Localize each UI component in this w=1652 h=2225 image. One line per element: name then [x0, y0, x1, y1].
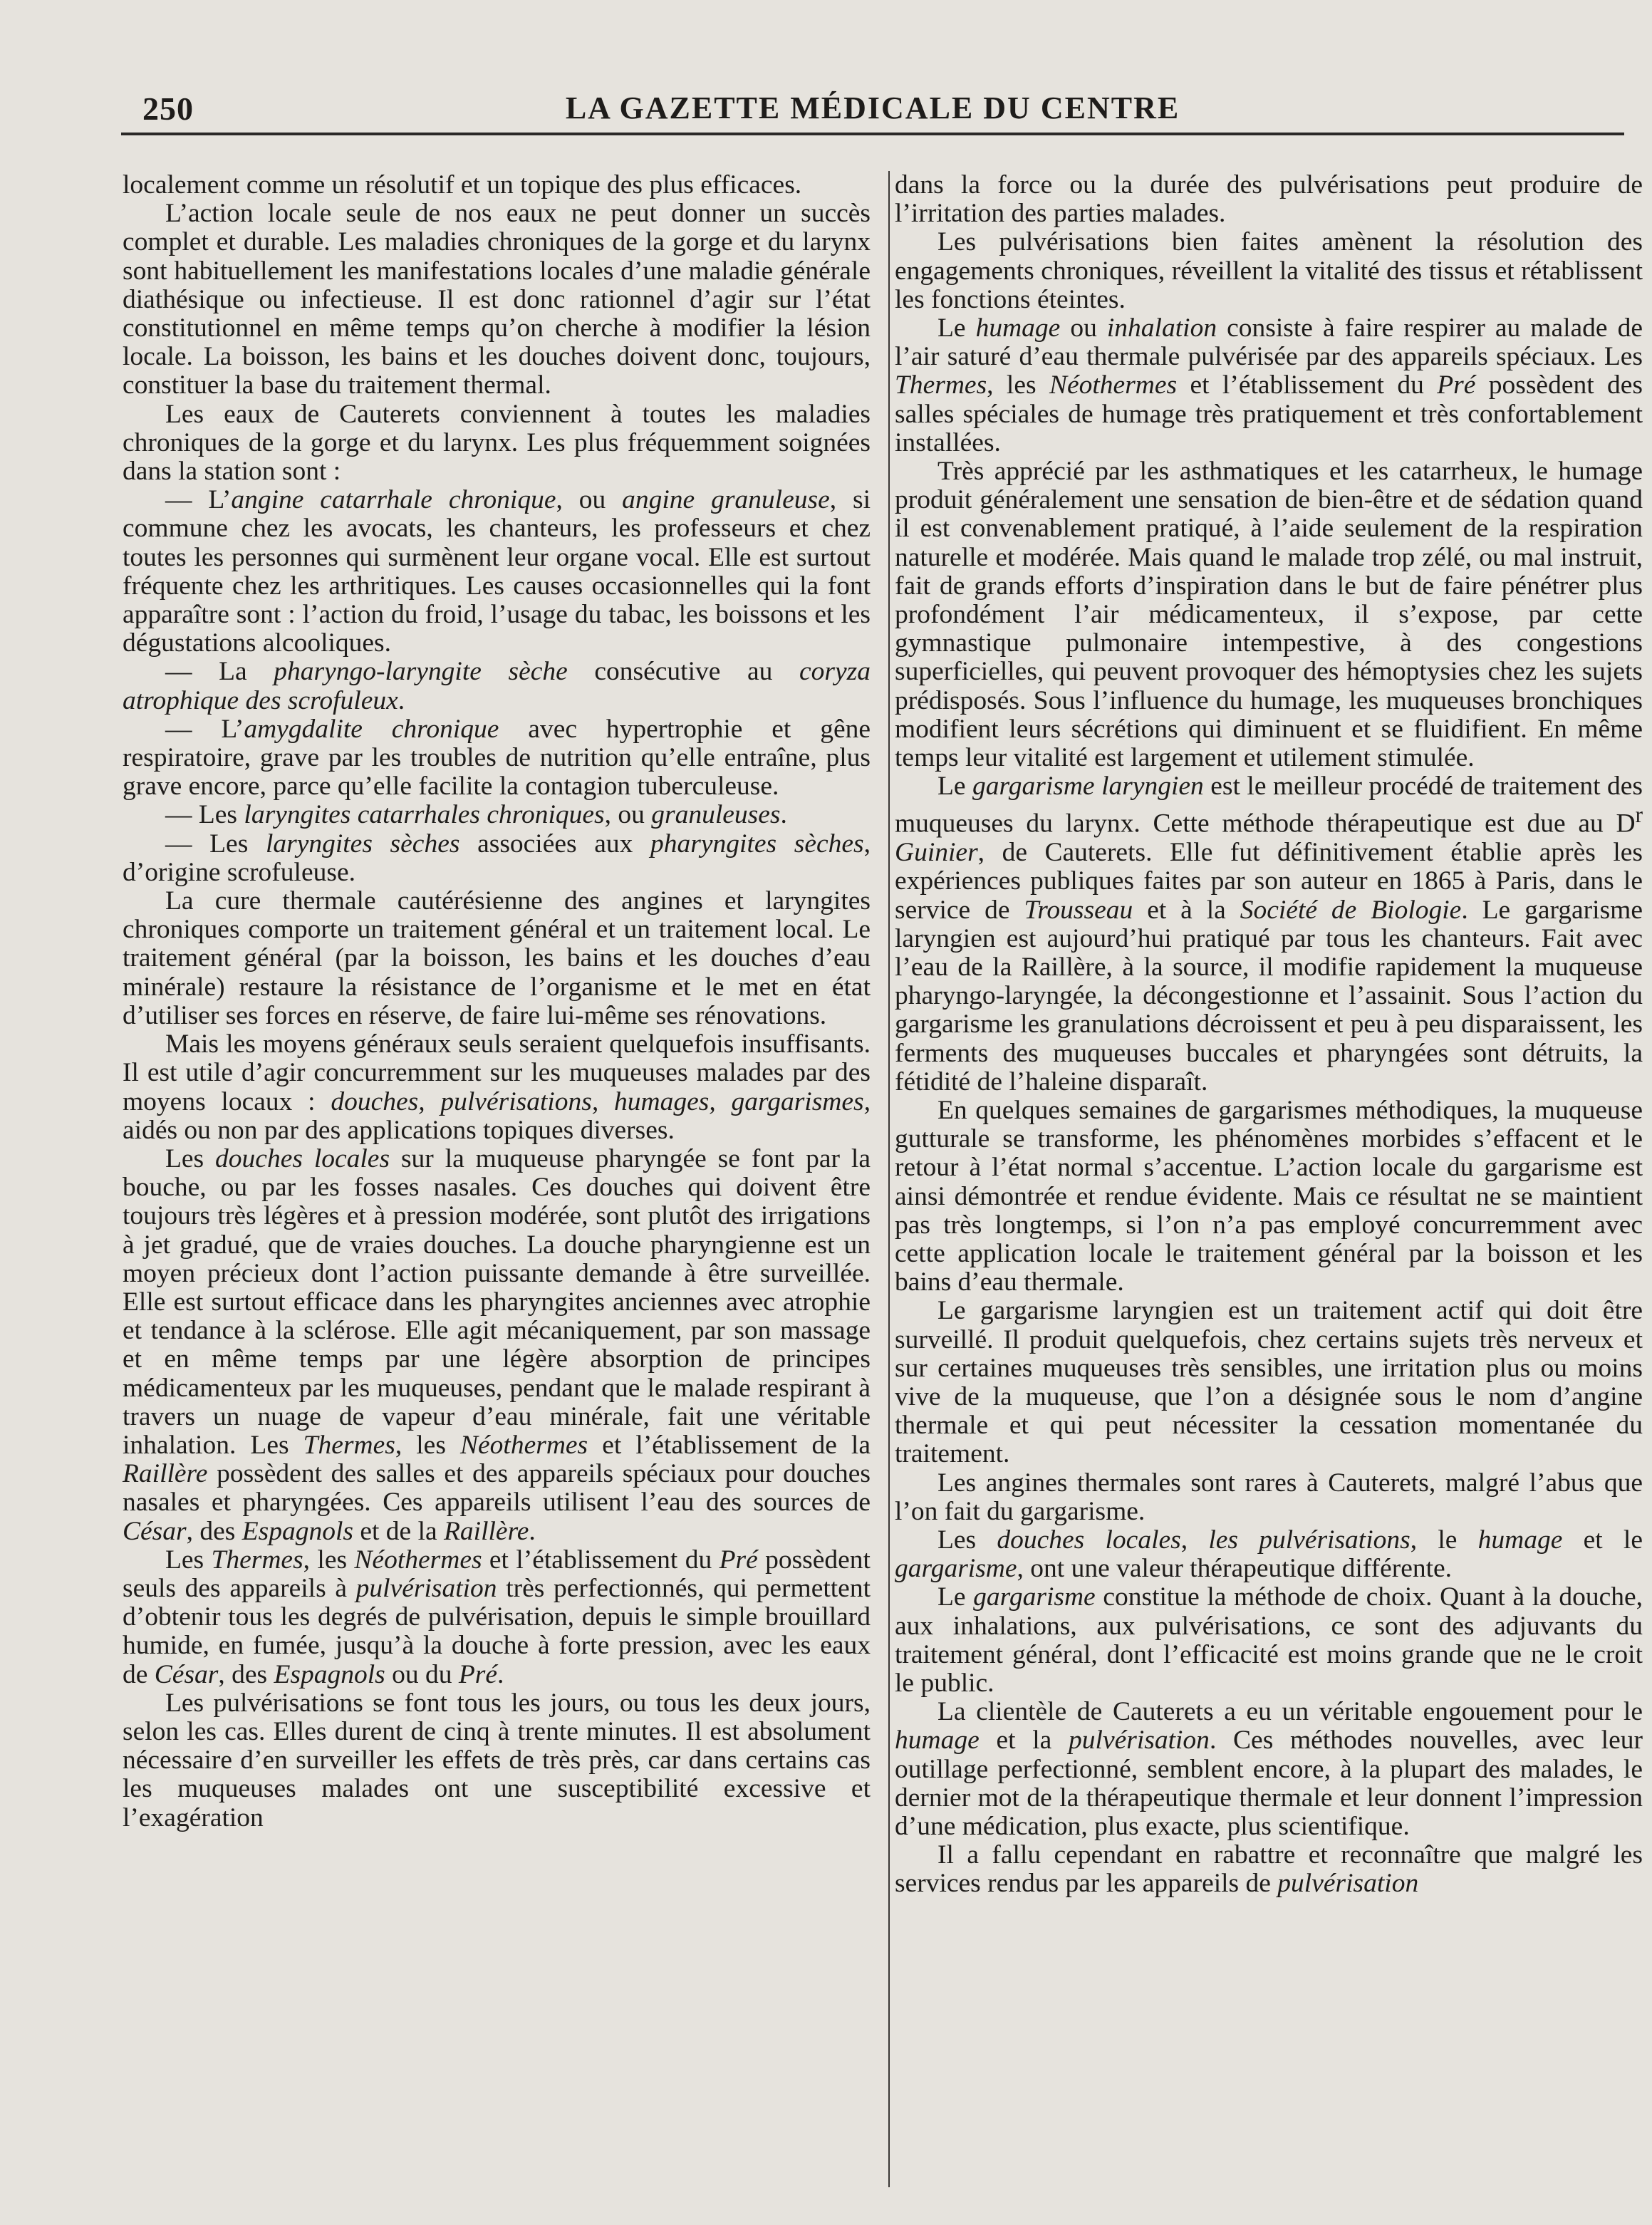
paragraph: L’action locale seule de nos eaux ne peut donner un succès complet et durable. Les maladies chroniques de la gorge et du larynx sont habituellement les manifestations locales d’une maladie générale diathésique ou infectieuse. Il est donc rationnel d’agir sur l’état constitutionnel en même temps qu’on cherche à modifier la lésion locale. La boisson, les bains et les douches doivent donc, toujours, constituer la base du traitement thermal.: [123, 199, 871, 400]
paragraph: Le humage ou inhalation consiste à faire respirer au malade de l’air saturé d’eau thermale pulvérisée par des appareils spéciaux. Les Thermes, les Néothermes et l’établissement du Pré possèdent des salles spéciales de humage très pratiquement et très confortablement installées.: [895, 313, 1643, 457]
paragraph: — L’amygdalite chronique avec hypertrophie et gêne respiratoire, grave par les troubles de nutrition qu’elle entraîne, plus grave encore, parce qu’elle facilite la contagion tuberculeuse.: [123, 714, 871, 802]
header-rule: [121, 133, 1624, 135]
column-divider: [888, 171, 890, 2187]
paragraph: — La pharyngo-laryngite sèche consécutive au coryza atrophique des scrofuleux.: [123, 657, 871, 715]
paragraph: Les douches locales sur la muqueuse pharyngée se font par la bouche, ou par les fosses nasales. Ces douches qui doivent être toujours très légères et à pression modérée, sont plutôt des irrigations à jet gradué, que de vraies douches. La douche pharyngienne est un moyen précieux dont l’action puissante demande à être surveillée. Elle est surtout efficace dans les pharyngites anciennes avec atrophie et tendance à la sclérose. Elle agit mécaniquement, par son massage et en même temps par une légère absorption de principes médicamenteux par les muqueuses, pendant que le malade respirant à travers un nuage de vapeur d’eau minérale, fait une véritable inhalation. Les Thermes, les Néothermes et l’établissement de la Raillère possèdent des salles et des appareils spéciaux pour douches nasales et pharyngées. Ces appareils utilisent l’eau des sources de César, des Espagnols et de la Raillère.: [123, 1143, 871, 1546]
paragraph: Les pulvérisations se font tous les jours, ou tous les deux jours, selon les cas. Elles durent de cinq à trente minutes. Il est absolument nécessaire d’en surveiller les effets de très près, car dans certains cas les muqueuses malades ont une susceptibilité excessive et l’exagération: [123, 1688, 871, 1832]
paragraph: — Les laryngites sèches associées aux pharyngites sèches, d’origine scrofuleuse.: [123, 829, 871, 887]
paragraph: La clientèle de Cauterets a eu un véritable engouement pour le humage et la pulvérisation. Ces méthodes nouvelles, avec leur outillage perfectionné, semblent encore, à la plupart des malades, le dernier mot de la thérapeutique thermale et leur donnent l’impression d’une médication, plus exacte, plus scientifique.: [895, 1697, 1643, 1842]
paragraph: — L’angine catarrhale chronique, ou angine granuleuse, si commune chez les avocats, les chanteurs, les professeurs et chez toutes les personnes qui surmènent leur organe vocal. Elle est surtout fréquente chez les arthritiques. Les causes occasionnelles qui la font apparaître sont : l’action du froid, l’usage du tabac, les boissons et les dégustations alcooliques.: [123, 485, 871, 658]
paragraph: La cure thermale cautérésienne des angines et laryngites chroniques comporte un traitement général et un traitement local. Le traitement général (par la boisson, les bains et les douches d’eau minérale) restaure la résistance de l’organisme et le met en état d’utiliser ses forces en réserve, de faire lui-même ses rénovations.: [123, 886, 871, 1030]
page-header: [121, 84, 1624, 134]
paragraph: Le gargarisme laryngien est un traitement actif qui doit être surveillé. Il produit quelquefois, chez certains sujets très nerveux et sur certaines muqueuses très sensibles, une irritation plus ou moins vive de la muqueuse, que l’on a désignée sous le nom d’angine thermale et qui peut nécessiter la cessation momentanée du traitement.: [895, 1296, 1643, 1469]
paragraph: Les pulvérisations bien faites amènent la résolution des engagements chroniques, réveillent la vitalité des tissus et rétablissent les fonctions éteintes.: [895, 227, 1643, 314]
paragraph: Il a fallu cependant en rabattre et reconnaître que malgré les services rendus par les appareils de pulvérisation: [895, 1840, 1643, 1899]
paragraph: Le gargarisme constitue la méthode de choix. Quant à la douche, aux inhalations, aux pulvérisations, ce sont des adjuvants du traitement général, dont l’efficacité est moins grande que ne le croit le public.: [895, 1582, 1643, 1698]
paragraph: Très apprécié par les asthmatiques et les catarrheux, le humage produit généralement une sensation de bien-être et de sédation quand il est convenablement pratiqué, à l’aide seulement de la respiration naturelle et modérée. Mais quand le malade trop zélé, ou mal instruit, fait de grands efforts d’inspiration dans le but de faire pénétrer plus profondément l’air médicamenteux, il s’expose, par cette gymnastique pulmonaire intempestive, à des congestions superficielles, qui peuvent provoquer des hémoptysies chez les sujets prédisposés. Sous l’influence du humage, les muqueuses bronchiques modifient leurs sécrétions qui diminuent et se fluidifient. En même temps leur vitalité est largement et utilement stimulée.: [895, 457, 1643, 773]
paragraph: Les Thermes, les Néothermes et l’établissement du Pré possèdent seuls des appareils à pulvérisation très perfectionnés, qui permettent d’obtenir tous les degrés de pulvérisation, depuis le simple brouillard humide, en fumée, jusqu’à la douche à forte pression, avec les eaux de César, des Espagnols ou du Pré.: [123, 1545, 871, 1689]
left-column: [123, 171, 871, 1832]
paragraph: Le gargarisme laryngien est le meilleur procédé de traitement des muqueuses du larynx. Cette méthode thérapeutique est due au $D^r$ Guinier, de Cauterets. Elle fut définitivement établie après les expériences publiques faites par son auteur en 1865 à Paris, dans le service de Trousseau et à la Société de Biologie. Le gargarisme laryngien est aujourd’hui pratiqué par tous les chanteurs. Fait avec l’eau de la Raillère, à la source, il modifie rapidement la muqueuse pharyngo-laryngée, la décongestionne et l’assainit. Sous l’action du gargarisme les granulations décroissent et peu à peu disparaissent, les ferments des muqueuses buccales et pharyngées sont détruits, la fétidité de l’haleine disparaît.: [895, 772, 1643, 1096]
journal-title: LA GAZETTE MÉDICALE DU CENTRE: [565, 90, 1180, 125]
paragraph: — Les laryngites catarrhales chroniques, ou granuleuses.: [165, 800, 787, 830]
paragraph: dans la force ou la durée des pulvérisations peut produire de l’irritation des parties malades.: [895, 170, 1643, 229]
paragraph: localement comme un résolutif et un topique des plus efficaces.: [123, 170, 802, 199]
paragraph: En quelques semaines de gargarismes méthodiques, la muqueuse gutturale se transforme, les phénomènes morbides s’effacent et le retour à l’état normal s’accentue. L’action locale du gargarisme est ainsi démontrée et rendue évidente. Mais ce résultat ne se maintient pas très longtemps, si l’on n’a pas employé concurremment avec cette application locale le traitement général par la boisson et les bains d’eau thermale.: [895, 1096, 1643, 1297]
page-number: 250: [142, 90, 194, 127]
paragraph: Les eaux de Cauterets conviennent à toutes les maladies chroniques de la gorge et du larynx. Les plus fréquemment soignées dans la station sont :: [123, 399, 871, 487]
paragraph: Mais les moyens généraux seuls seraient quelquefois insuffisants. Il est utile d’agir concurremment sur les muqueuses malades par des moyens locaux : douches, pulvérisations, humages, gargarismes, aidés ou non par des applications topiques diverses.: [123, 1029, 871, 1145]
paragraph: Les angines thermales sont rares à Cauterets, malgré l’abus que l’on fait du gargarisme.: [895, 1468, 1643, 1526]
paragraph: Les douches locales, les pulvérisations, le humage et le gargarisme, ont une valeur thérapeutique différente.: [895, 1525, 1643, 1584]
right-column: [895, 171, 1643, 1899]
